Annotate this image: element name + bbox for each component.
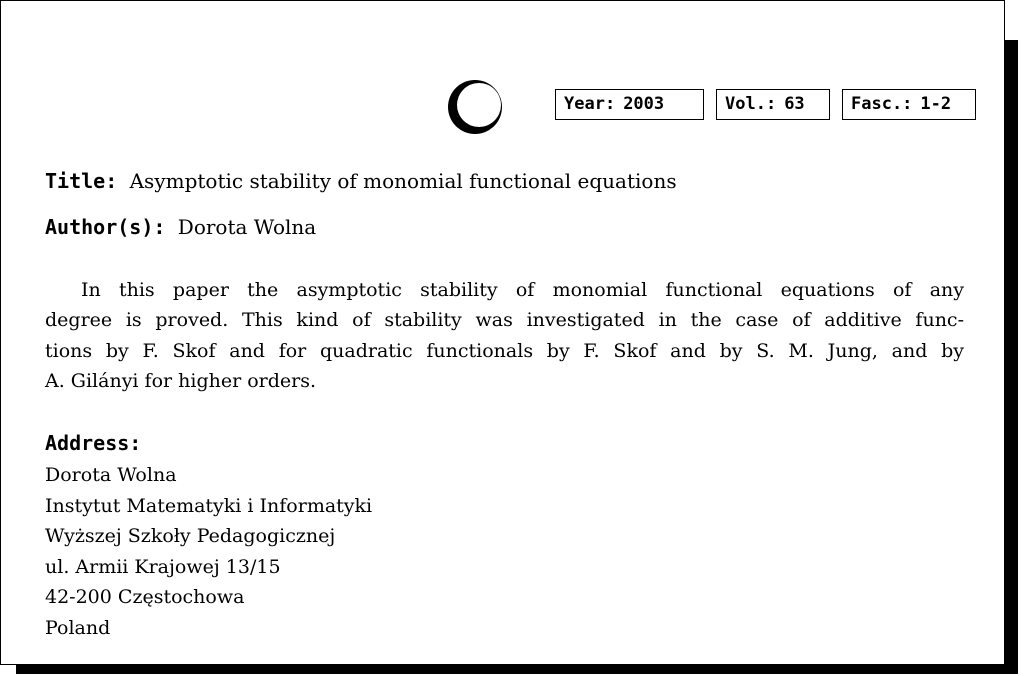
address-line: Dorota Wolna	[45, 464, 177, 486]
paper-authors: Dorota Wolna	[177, 215, 317, 239]
paper-title: Asymptotic stability of monomial functional equations	[129, 169, 677, 193]
address-line: Wyższej Szkoły Pedagogicznej	[45, 525, 336, 548]
year-box	[555, 89, 704, 120]
volume-value: 63	[784, 94, 805, 114]
volume-box	[716, 89, 830, 120]
authors-row	[45, 215, 316, 239]
abstract-line: In this paper the asymptotic stability of monomial functional equations of any	[81, 279, 964, 301]
address-label: Address:	[45, 431, 142, 455]
address-line: ul. Armii Krajowej 13/15	[45, 555, 281, 578]
address-line: Poland	[45, 616, 111, 639]
authors-label: Author(s):	[45, 215, 166, 239]
title-row	[45, 169, 677, 193]
fascicle-value: 1-2	[920, 94, 952, 114]
abstract-line: tions by F. Skof and for quadratic functionals by F. Skof and by S. M. Jung, and by	[45, 339, 964, 362]
address-block	[45, 460, 372, 644]
title-label: Title:	[45, 169, 118, 193]
address-line: Instytut Matematyki i Informatyki	[45, 494, 373, 517]
year-value: 2003	[623, 94, 665, 114]
fascicle-box	[842, 89, 976, 120]
address-line: 42-200 Częstochowa	[45, 586, 245, 609]
abstract-line: A. Gilányi for higher orders.	[45, 369, 317, 392]
journal-logo-icon	[447, 79, 503, 135]
volume-label: Vol.:	[725, 94, 777, 114]
abstract-line: degree is proved. This kind of stability was investigated in the case of additive func-	[45, 309, 964, 332]
year-label: Year:	[564, 94, 616, 114]
fascicle-label: Fasc.:	[851, 94, 913, 114]
abstract	[45, 275, 964, 396]
